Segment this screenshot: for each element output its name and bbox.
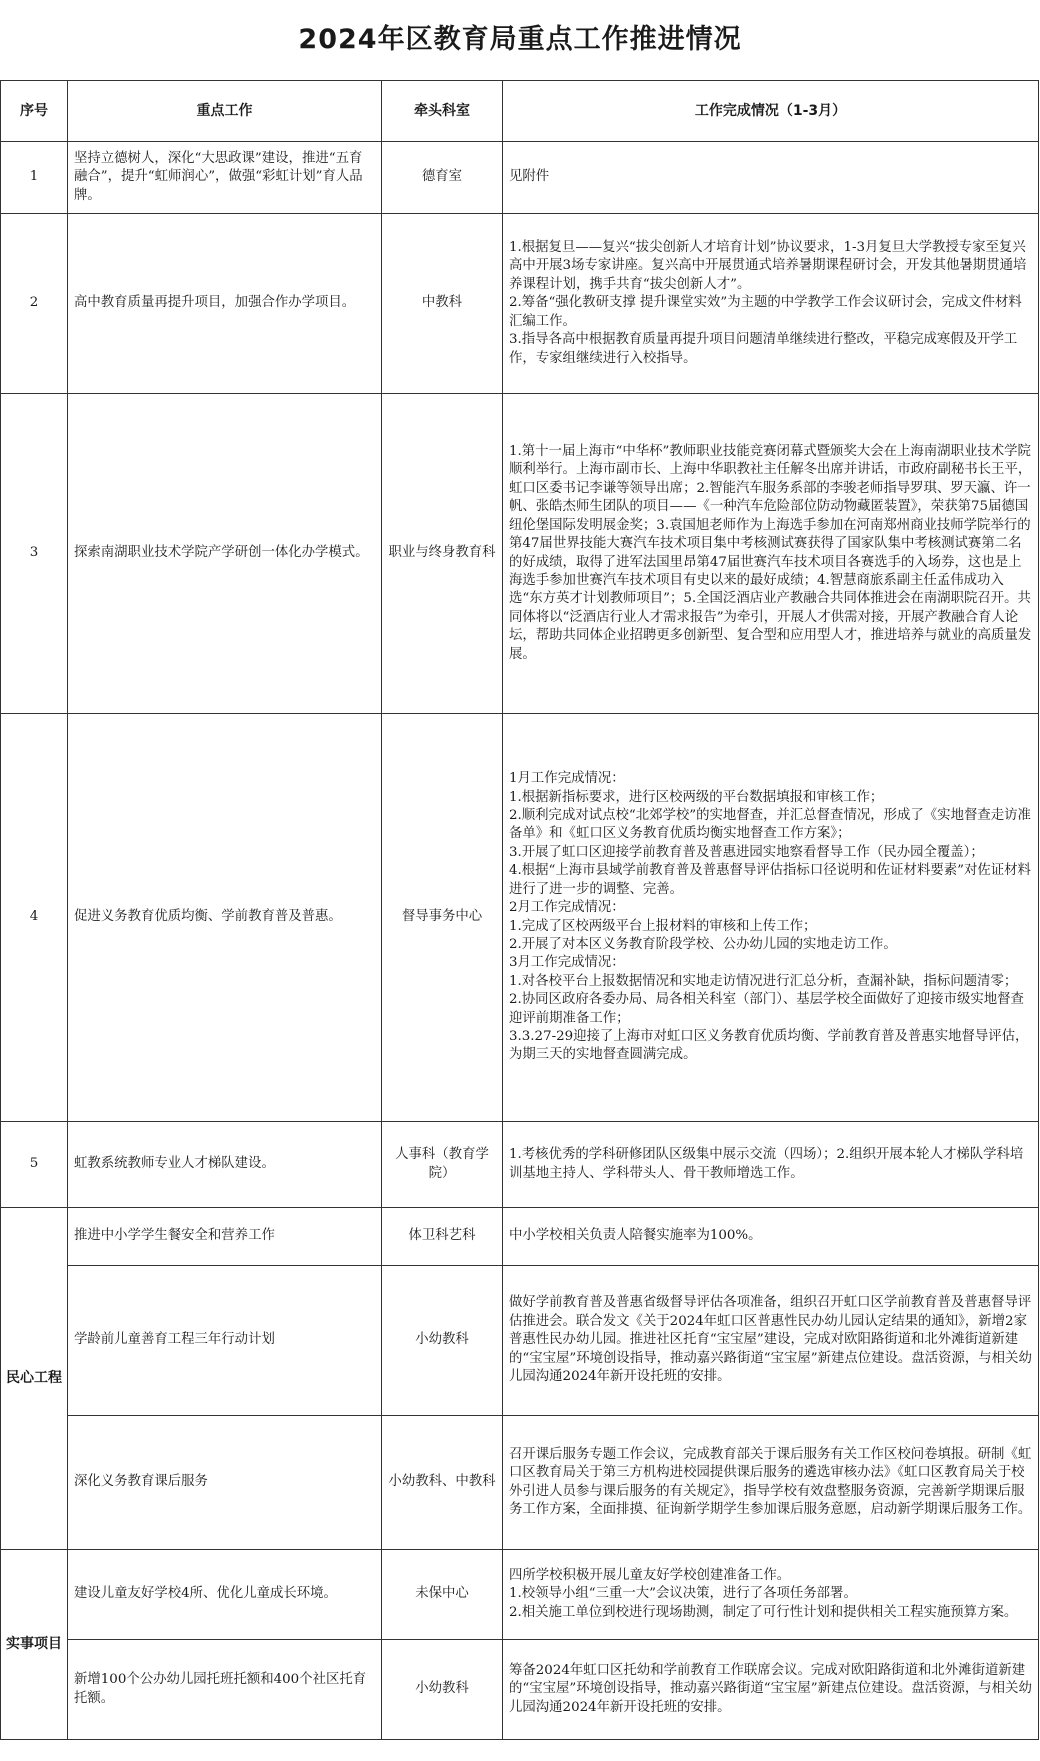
status-line: 1.校领导小组“三重一大”会议决策，进行了各项任务部署。	[509, 1586, 857, 1602]
work-progress-table	[0, 80, 1039, 1740]
table-row	[1, 142, 1039, 214]
status-line: 召开课后服务专题工作会议，完成教育部关于课后服务有关工作区校问卷填报。研制《虹口区教育局关于第三方机构进校园提供课后服务的遴选审核办法》《虹口区教育局关于校外引进人员参与课后服务的有关规定》，指导学校有效盘整服务资源，完善新学期课后服务工作方案，全面排摸、征询新学期学生参加课后服务意愿，启动新学期课后服务工作。	[509, 1446, 1032, 1517]
status-line: 做好学前教育普及普惠省级督导评估各项准备，组织召开虹口区学前教育普及普惠督导评估推进会。联合发文《关于2024年虹口区普惠性民办幼儿园认定结果的通知》，新增2家普惠性民办幼儿园。推进社区托育“宝宝屋”建设，完成对欧阳路街道和北外滩街道新建的“宝宝屋”环境创设指导，推动嘉兴路街道“宝宝屋”新建点位建设。盘活资源，与相关幼儿园沟通2024年新开设托班的安排。	[509, 1295, 1032, 1385]
row-no: 4	[1, 714, 68, 1122]
status-line: 2.开展了对本区义务教育阶段学校、公办幼儿园的实地走访工作。	[509, 936, 897, 952]
table-row	[1, 1416, 1039, 1550]
table-row	[1, 214, 1039, 394]
row-no: 2	[1, 214, 68, 394]
row-work: 虹教系统教师专业人才梯队建设。	[68, 1122, 382, 1208]
header-status: 工作完成情况（1-3月）	[503, 81, 1039, 142]
table-row	[1, 394, 1039, 714]
row-work: 学龄前儿童善育工程三年行动计划	[68, 1266, 382, 1416]
header-work: 重点工作	[68, 81, 382, 142]
status-line: 2.顺利完成对试点校“北郊学校”的实地督查，并汇总督查情况，形成了《实地督查走访准备单》和《虹口区义务教育优质均衡实地督查工作方案》；	[509, 808, 1031, 842]
row-dept: 小幼教科、中教科	[382, 1416, 503, 1550]
group-label: 实事项目	[1, 1550, 68, 1740]
row-dept: 人事科（教育学院）	[382, 1122, 503, 1208]
status-line: 3.指导各高中根据教育质量再提升项目问题清单继续进行整改，平稳完成寒假及开学工作，专家组继续进行入校指导。	[509, 332, 1018, 366]
table-row	[1, 1266, 1039, 1416]
status-line: 2.相关施工单位到校进行现场勘测，制定了可行性计划和提供相关工程实施预算方案。	[509, 1604, 1018, 1620]
status-line: 1月工作完成情况：	[509, 771, 625, 787]
row-status	[503, 142, 1039, 214]
status-line: 1.第十一届上海市“中华杯”教师职业技能竞赛闭幕式暨颁奖大会在上海南湖职业技术学院顺利举行。上海市副市长、上海中华职教社主任解冬出席并讲话，市政府副秘书长王平，虹口区委书记李谦等领导出席；2.智能汽车服务系部的李骏老师指导罗琪、罗天瀛、许一帆、张皓杰师生团队的项目——《一种汽车危险部位防动物藏匿装置》，荣获第75届德国纽伦堡国际发明展金奖；3.袁国旭老师作为上海选手参加在河南郑州商业技师学院举行的第47届世界技能大赛汽车技术项目集中考核测试赛获得了国家队集中考核测试赛第二名的好成绩，取得了进军法国里昂第47届世赛汽车技术项目各赛选手的入场券，这也是上海选手参加世赛汽车技术项目有史以来的最好成绩；4.智慧商旅系副主任孟伟成功入选“东方英才计划教师项目”；5.全国泛酒店业产教融合共同体推进会在南湖职院召开。共同体将以“泛酒店行业人才需求报告”为牵引，开展人才供需对接，开展产教融合育人论坛，帮助共同体企业招聘更多创新型、复合型和应用型人才，推进培养与就业的高质量发展。	[509, 444, 1032, 662]
row-work: 促进义务教育优质均衡、学前教育普及普惠。	[68, 714, 382, 1122]
row-no: 3	[1, 394, 68, 714]
row-status	[503, 1208, 1039, 1266]
status-line: 2.协同区政府各委办局、局各相关科室（部门）、基层学校全面做好了迎接市级实地督查迎评前期准备工作；	[509, 992, 1024, 1026]
row-work: 高中教育质量再提升项目，加强合作办学项目。	[68, 214, 382, 394]
page-title: 2024年区教育局重点工作推进情况	[298, 24, 742, 55]
row-dept: 小幼教科	[382, 1640, 503, 1740]
row-work: 坚持立德树人，深化“大思政课”建设，推进“五育融合”，提升“虹师润心”，做强“彩虹计划”育人品牌。	[68, 142, 382, 214]
row-no: 1	[1, 142, 68, 214]
table-header-row	[1, 81, 1039, 142]
row-status	[503, 1122, 1039, 1208]
row-work: 推进中小学学生餐安全和营养工作	[68, 1208, 382, 1266]
status-line: 见附件	[509, 169, 550, 185]
table-row	[1, 1640, 1039, 1740]
status-line: 1.根据新指标要求，进行区校两级的平台数据填报和审核工作；	[509, 789, 884, 805]
row-status	[503, 214, 1039, 394]
row-work: 深化义务教育课后服务	[68, 1416, 382, 1550]
status-line: 1.考核优秀的学科研修团队区级集中展示交流（四场）；2.组织开展本轮人才梯队学科培训基地主持人、学科带头人、骨干教师增选工作。	[509, 1147, 1024, 1181]
status-line: 3.3.27-29迎接了上海市对虹口区义务教育优质均衡、学前教育普及普惠实地督导评估，为期三天的实地督查圆满完成。	[509, 1028, 1029, 1063]
status-line: 1.对各校平台上报数据情况和实地走访情况进行汇总分析，查漏补缺，指标问题清零；	[509, 973, 1018, 989]
table-row	[1, 1122, 1039, 1208]
status-line: 2.筹备“强化教研支撑 提升课堂实效”为主题的中学教学工作会议研讨会，完成文件材料汇编工作。	[509, 295, 1022, 329]
row-status	[503, 714, 1039, 1122]
status-line: 3月工作完成情况：	[509, 955, 625, 971]
row-dept: 小幼教科	[382, 1266, 503, 1416]
row-work: 探索南湖职业技术学院产学研创一体化办学模式。	[68, 394, 382, 714]
table-row	[1, 1208, 1039, 1266]
status-line: 中小学校相关负责人陪餐实施率为100%。	[509, 1228, 762, 1244]
status-line: 四所学校积极开展儿童友好学校创建准备工作。	[509, 1567, 791, 1583]
header-dept: 牵头科室	[382, 81, 503, 142]
row-status	[503, 394, 1039, 714]
status-line: 1.完成了区校两级平台上报材料的审核和上传工作；	[509, 918, 817, 934]
row-dept: 未保中心	[382, 1550, 503, 1640]
status-line: 3.开展了虹口区迎接学前教育普及普惠进园实地察看督导工作（民办园全覆盖）；	[509, 844, 984, 860]
row-status	[503, 1266, 1039, 1416]
status-line: 2月工作完成情况：	[509, 900, 625, 916]
row-dept: 中教科	[382, 214, 503, 394]
row-dept: 德育室	[382, 142, 503, 214]
header-no: 序号	[1, 81, 68, 142]
table-row	[1, 714, 1039, 1122]
table-row	[1, 1550, 1039, 1640]
row-status	[503, 1550, 1039, 1640]
row-work: 新增100个公办幼儿园托班托额和400个社区托育托额。	[68, 1640, 382, 1740]
group-label: 民心工程	[1, 1208, 68, 1550]
row-dept: 督导事务中心	[382, 714, 503, 1122]
row-status	[503, 1416, 1039, 1550]
status-line: 1.根据复旦——复兴“拔尖创新人才培育计划”协议要求，1-3月复旦大学教授专家至复兴高中开展3场专家讲座。复兴高中开展贯通式培养暑期课程研讨会，开发其他暑期贯通培养课程计划，携手共育“拔尖创新人才”。	[509, 240, 1027, 292]
row-dept: 职业与终身教育科	[382, 394, 503, 714]
row-status	[503, 1640, 1039, 1740]
row-no: 5	[1, 1122, 68, 1208]
row-dept: 体卫科艺科	[382, 1208, 503, 1266]
status-line: 4.根据“上海市县域学前教育普及普惠督导评估指标口径说明和佐证材料要素”对佐证材料进行了进一步的调整、完善。	[509, 863, 1031, 897]
status-line: 筹备2024年虹口区托幼和学前教育工作联席会议。完成对欧阳路街道和北外滩街道新建的“宝宝屋”环境创设指导，推动嘉兴路街道“宝宝屋”新建点位建设。盘活资源，与相关幼儿园沟通2024年新开设托班的安排。	[509, 1662, 1032, 1715]
row-work: 建设儿童友好学校4所、优化儿童成长环境。	[68, 1550, 382, 1640]
